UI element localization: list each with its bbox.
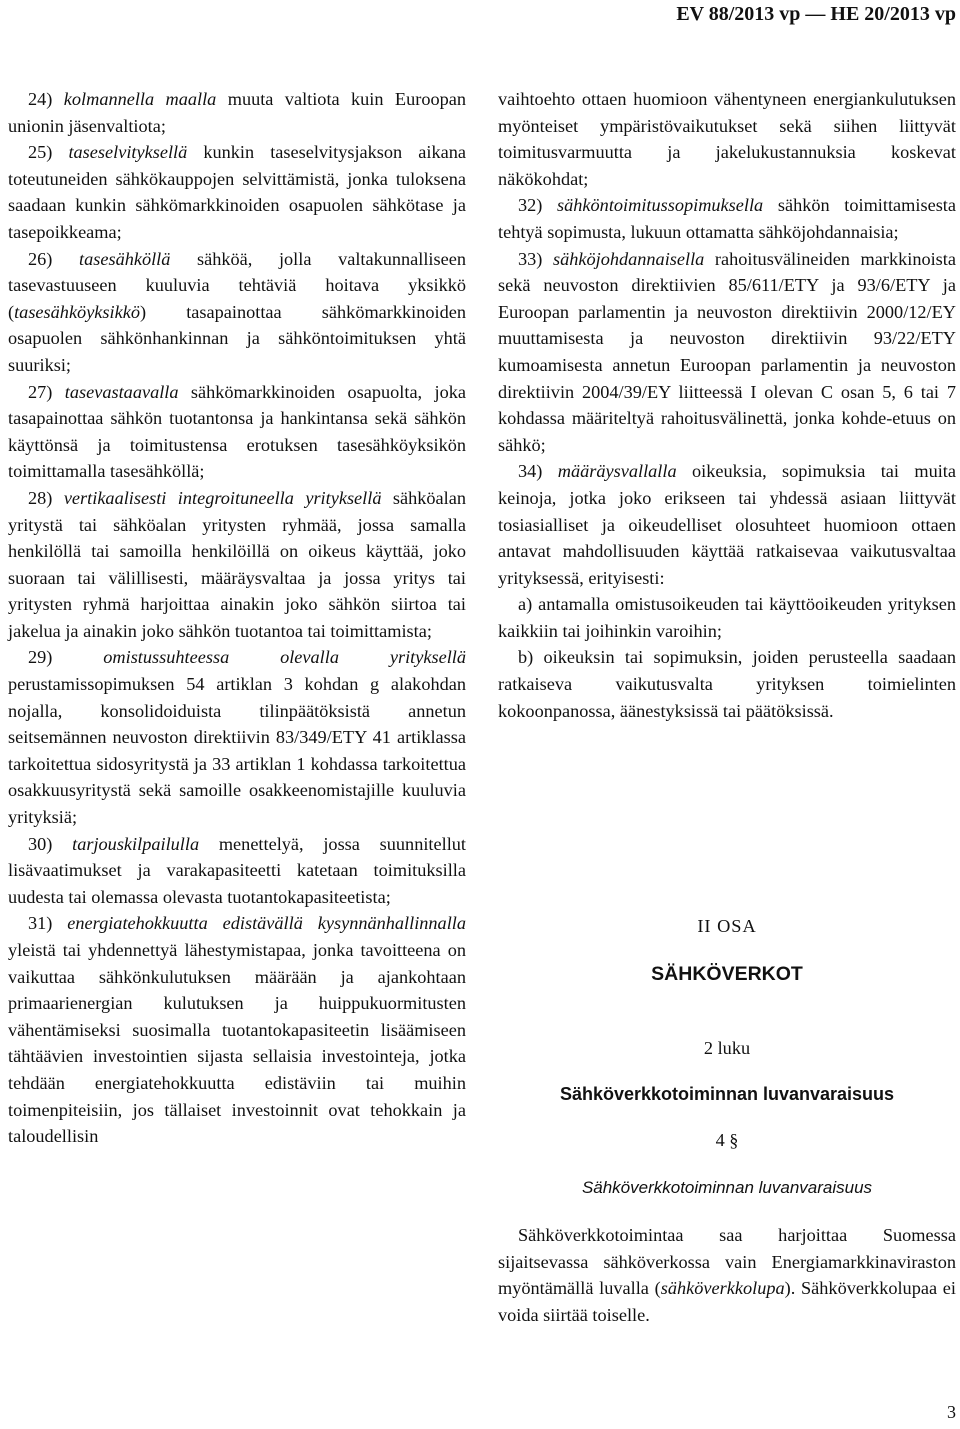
part-title: SÄHKÖVERKOT	[651, 963, 803, 985]
section-body	[498, 1222, 956, 1328]
part-label: II OSA	[697, 916, 757, 936]
definition-item-31: 31) energiatehokkuutta edistävällä kysynnänhallinnalla yleistä tai yhdennettyä lähestymistapaa, jonka tavoitteena on vaikuttaa sähkönkulutuksen määrään ja ajankohtaan primaarienergian kulutuksen ja huippukuormitusten vähentämiseksi suosimalla tuotantokapasiteetin lisäämiseen tähtäävien investointien sijasta sellaisia investointeja, jotka tehdään energiatehokkuutta edistäviin tai muihin toimenpiteisiin, jos tällaiset investoinnit ovat tehokkain ja taloudellisin	[8, 913, 466, 1147]
definition-item-24: 24) kolmannella maalla muuta valtiota kuin Euroopan unionin jäsenvaltiota;	[8, 89, 466, 136]
section-label: 4 §	[715, 1130, 739, 1150]
document-header: EV 88/2013 vp — HE 20/2013 vp	[676, 3, 956, 25]
definition-item-32: 32) sähköntoimitussopimuksella sähkön toimittamisesta tehtyä sopimusta, lukuun ottamatta sähköjohdannaisia;	[498, 195, 956, 242]
right-column	[498, 86, 956, 724]
left-column	[8, 86, 466, 1150]
section-title: Sähköverkkotoiminnan luvanvaraisuus	[581, 1178, 873, 1197]
definition-item-34: 34) määräysvallalla oikeuksia, sopimuksia tai muita keinoja, jotka joko erikseen tai yhdessä asiaan liittyvät tosiasialliset ja oikeudelliset olosuhteet huomioon ottaen antavat mahdollisuuden käyttää ratkaisevaa vaikutusvaltaa yrityksessä, erityisesti:	[498, 461, 956, 588]
section-paragraph: Sähköverkkotoimintaa saa harjoittaa Suomessa sijaitsevassa sähköverkossa vain Energiamarkkinaviraston myöntämällä luvalla (sähköverkkolupa). Sähköverkkolupaa ei voida siirtää toiselle.	[498, 1225, 956, 1325]
definition-item-28: 28) vertikaalisesti integroituneella yrityksellä sähköalan yritystä tai sähköalan yritysten ryhmää, jossa samalla henkilöllä tai samoilla henkilöillä on oikeus käyttää, joko suoraan tai välillisesti, määräysvaltaa ja jossa yritys tai yritysten ryhmä harjoittaa ainakin joko sähkön siirtoa tai jakelua ja ainakin joko sähkön tuotantoa tai toimittamista;	[8, 487, 466, 641]
page-number: 3	[947, 1402, 956, 1422]
chapter-title: Sähköverkkotoiminnan luvanvaraisuus	[559, 1084, 895, 1104]
sub-item-b: b) oikeuksin tai sopimuksin, joiden perusteella saadaan ratkaiseva vaikutusvalta yrityksen toimielinten kokoonpanossa, äänestyksissä tai päätöksissä.	[498, 647, 956, 721]
continuation-text: vaihtoehto ottaen huomioon vähentyneen energiankulutuksen myönteiset ympäristövaikutukset sekä siihen liittyvät toimitusvarmuutta ja jakelukustannuksia koskevat näkökohdat;	[498, 89, 956, 189]
definition-item-26: 26) tasesähköllä sähköä, jolla valtakunnalliseen tasevastuuseen kuuluvia tehtäviä hoitava yksikkö (tasesähköyksikkö) tasapainottaa sähkömarkkinoiden osapuolen sähkönhankinnan ja sähköntoimituksen yhtä suuriksi;	[8, 248, 466, 375]
definition-item-27: 27) tasevastaavalla sähkömarkkinoiden osapuolta, joka tasapainottaa sähkön tuotantonsa ja hankintansa sekä sähkön käyttönsä ja toimitustensa erotuksen tasesähköyksikön toimittamalla tasesähköllä;	[8, 381, 466, 482]
definition-item-33: 33) sähköjohdannaisella rahoitusvälineiden markkinoista sekä neuvoston direktiivien 85/611/ETY ja 93/6/ETY ja Euroopan parlamentin ja neuvoston direktiivin 2000/12/EY muuttamisesta ja neuvoston direktiivin 93/22/ETY kumoamisesta annetun Euroopan parlamentin ja neuvoston direktiivin 2004/39/EY liitteessä I olevan C osan 5, 6 tai 7 kohdassa määriteltyä rahoitusvälinettä, jonka kohde-etuus on sähkö;	[498, 248, 956, 455]
sub-item-a: a) antamalla omistusoikeuden tai käyttöoikeuden yrityksen kaikkiin tai joihinkin varoihin;	[498, 594, 956, 641]
definition-item-29: 29) omistussuhteessa olevalla yrityksellä perustamissopimuksen 54 artiklan 3 kohdan g alakohdan nojalla, konsolidoiduista tilinpäätöksistä annetun seitsemännen neuvoston direktiivin 83/349/ETY 41 artiklassa tarkoitettua sidosyritystä ja 33 artiklan 1 kohdassa tarkoitettua osakkuusyritystä sekä samoille osakkeenomistajille kuuluvia yrityksiä;	[8, 647, 466, 828]
definition-item-25: 25) taseselvityksellä kunkin taseselvitysjakson aikana toteutuneiden sähkökauppojen selvittämistä, jonka tuloksena saadaan kunkin sähkömarkkinoiden osapuolen sähkötase ja tasepoikkeama;	[8, 142, 466, 242]
chapter-label: 2 luku	[703, 1038, 751, 1058]
definition-item-30: 30) tarjouskilpailulla menettelyä, jossa suunnitellut lisävaatimukset ja varakapasiteetti katetaan toimituksilla uudesta tai olemassa olevasta tuotantokapasiteetista;	[8, 833, 466, 907]
